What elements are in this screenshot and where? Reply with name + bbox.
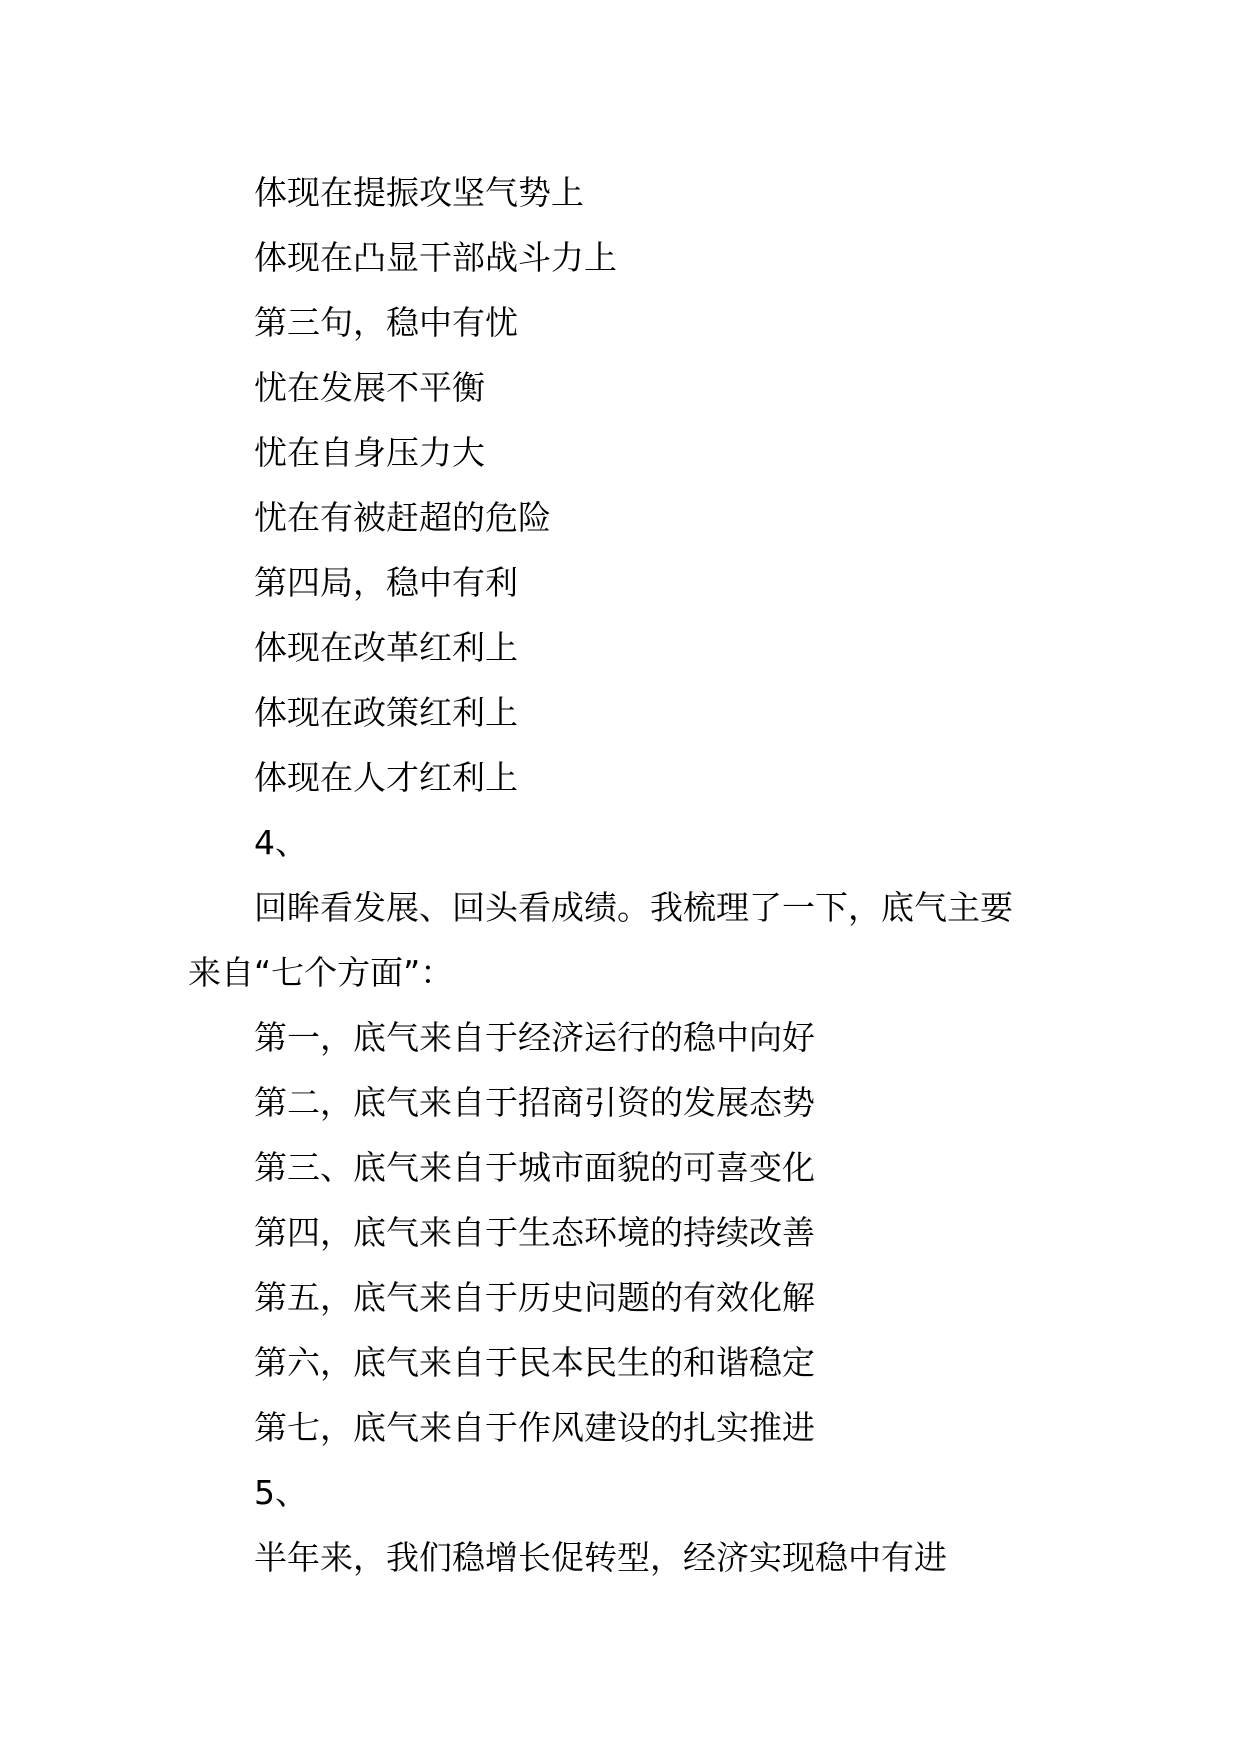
section-number: 5、 — [254, 1473, 308, 1512]
text-line: 体现在政策红利上 — [254, 693, 518, 732]
text-line: 体现在人才红利上 — [254, 758, 518, 797]
list-item: 第二，底气来自于招商引资的发展态势 — [254, 1083, 815, 1122]
list-item: 第一，底气来自于经济运行的稳中向好 — [254, 1018, 815, 1057]
list-item: 第五，底气来自于历史问题的有效化解 — [254, 1278, 815, 1317]
list-item: 第六，底气来自于民本民生的和谐稳定 — [254, 1343, 815, 1382]
text-line: 体现在提振攻坚气势上 — [254, 173, 584, 212]
text-line: 忧在有被赶超的危险 — [254, 498, 551, 537]
document-body — [188, 160, 1068, 1590]
list-item: 第四，底气来自于生态环境的持续改善 — [254, 1213, 815, 1252]
text-line: 忧在自身压力大 — [254, 433, 485, 472]
list-item: 第三、底气来自于城市面貌的可喜变化 — [254, 1148, 815, 1187]
text-line: 第三句，稳中有忧 — [254, 303, 518, 342]
list-item: 第七，底气来自于作风建设的扎实推进 — [254, 1408, 815, 1447]
section-number: 4、 — [254, 823, 308, 862]
text-line: 忧在发展不平衡 — [254, 368, 485, 407]
paragraph-continuation: 来自“七个方面”： — [188, 953, 454, 992]
text-line: 体现在凸显干部战斗力上 — [254, 238, 617, 277]
paragraph-line: 半年来，我们稳增长促转型，经济实现稳中有进 — [254, 1538, 947, 1577]
paragraph-line: 回眸看发展、回头看成绩。我梳理了一下，底气主要 — [254, 888, 1013, 927]
text-line: 体现在改革红利上 — [254, 628, 518, 667]
text-line: 第四局，稳中有利 — [254, 563, 518, 602]
